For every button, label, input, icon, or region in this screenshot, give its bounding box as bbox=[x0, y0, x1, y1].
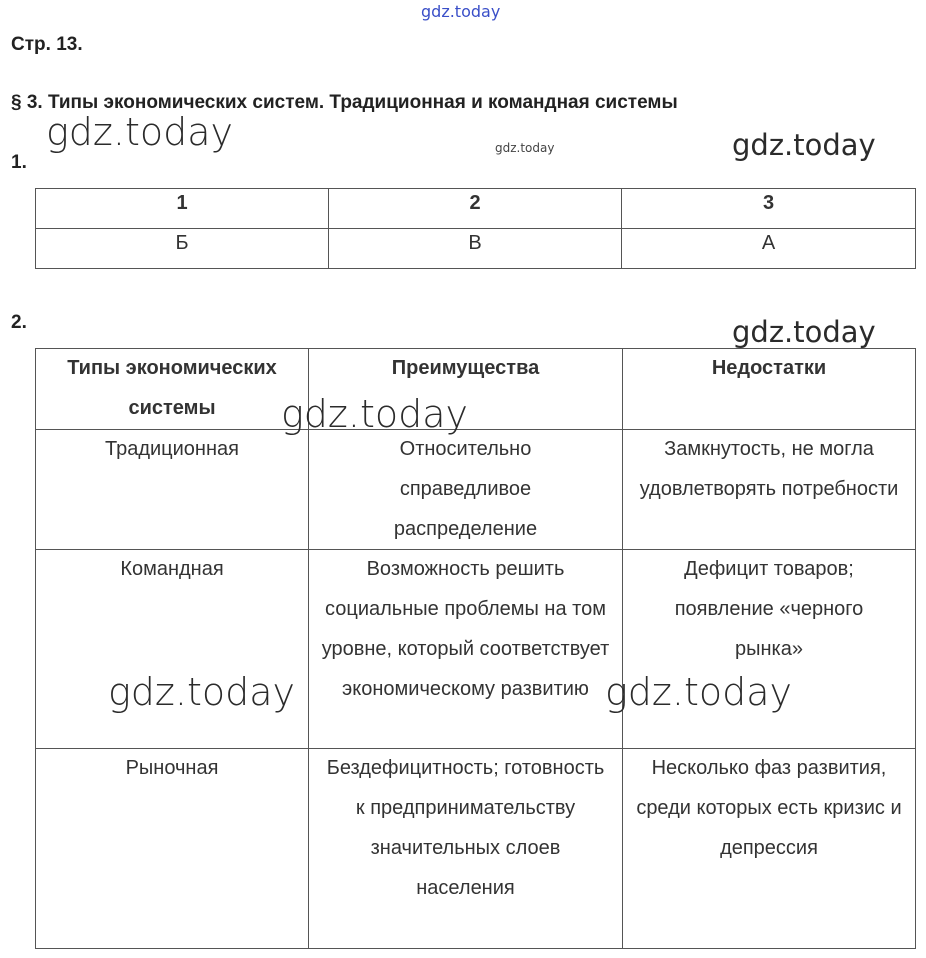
task1-header-cell: 1 bbox=[36, 189, 329, 229]
task1-answer-cell: А bbox=[622, 229, 916, 269]
table-row bbox=[36, 749, 916, 949]
task1-answer-row bbox=[36, 229, 916, 269]
task2-table bbox=[35, 348, 916, 949]
economy-type-cell: Командная bbox=[36, 550, 309, 749]
task1-answer-cell: В bbox=[329, 229, 622, 269]
economy-type-cell: Традиционная bbox=[36, 430, 309, 550]
task2-number: 2. bbox=[11, 312, 27, 333]
economy-type-cell: Рыночная bbox=[36, 749, 309, 949]
disadvantages-cell: Дефицит товаров; появление «черного рынка» bbox=[623, 550, 916, 749]
table-row bbox=[36, 550, 916, 749]
watermark: gdz.today bbox=[732, 128, 876, 162]
task1-number: 1. bbox=[11, 152, 27, 173]
watermark: gdz.today bbox=[46, 110, 233, 154]
watermark: gdz.today bbox=[108, 670, 295, 714]
task2-header-cell: Преимущества bbox=[309, 349, 623, 430]
disadvantages-cell: Несколько фаз развития, среди которых есть кризис и депрессия bbox=[623, 749, 916, 949]
table-row bbox=[36, 430, 916, 550]
task1-table bbox=[35, 188, 916, 269]
watermark: gdz.today bbox=[605, 670, 792, 714]
watermark: gdz.today bbox=[281, 392, 468, 436]
task1-header-row bbox=[36, 189, 916, 229]
task1-answer-cell: Б bbox=[36, 229, 329, 269]
watermark-top: gdz.today bbox=[421, 2, 501, 21]
task2-header-cell: Недостатки bbox=[623, 349, 916, 430]
page-label: Стр. 13. bbox=[11, 34, 83, 55]
task2-header-cell: Типы экономических системы bbox=[36, 349, 309, 430]
advantages-cell: Относительно справедливое распределение bbox=[309, 430, 623, 550]
task1-header-cell: 2 bbox=[329, 189, 622, 229]
advantages-cell: Бездефицитность; готовность к предпринимательству значительных слоев населения bbox=[309, 749, 623, 949]
task2-header-row bbox=[36, 349, 916, 430]
task1-header-cell: 3 bbox=[622, 189, 916, 229]
advantages-cell: Возможность решить социальные проблемы на том уровне, который соответствует экономическому развитию bbox=[309, 550, 623, 749]
disadvantages-cell: Замкнутость, не могла удовлетворять потребности bbox=[623, 430, 916, 550]
section-title: § 3. Типы экономических систем. Традиционная и командная системы bbox=[11, 92, 678, 113]
watermark: gdz.today bbox=[732, 315, 876, 349]
watermark-small: gdz.today bbox=[495, 141, 555, 155]
